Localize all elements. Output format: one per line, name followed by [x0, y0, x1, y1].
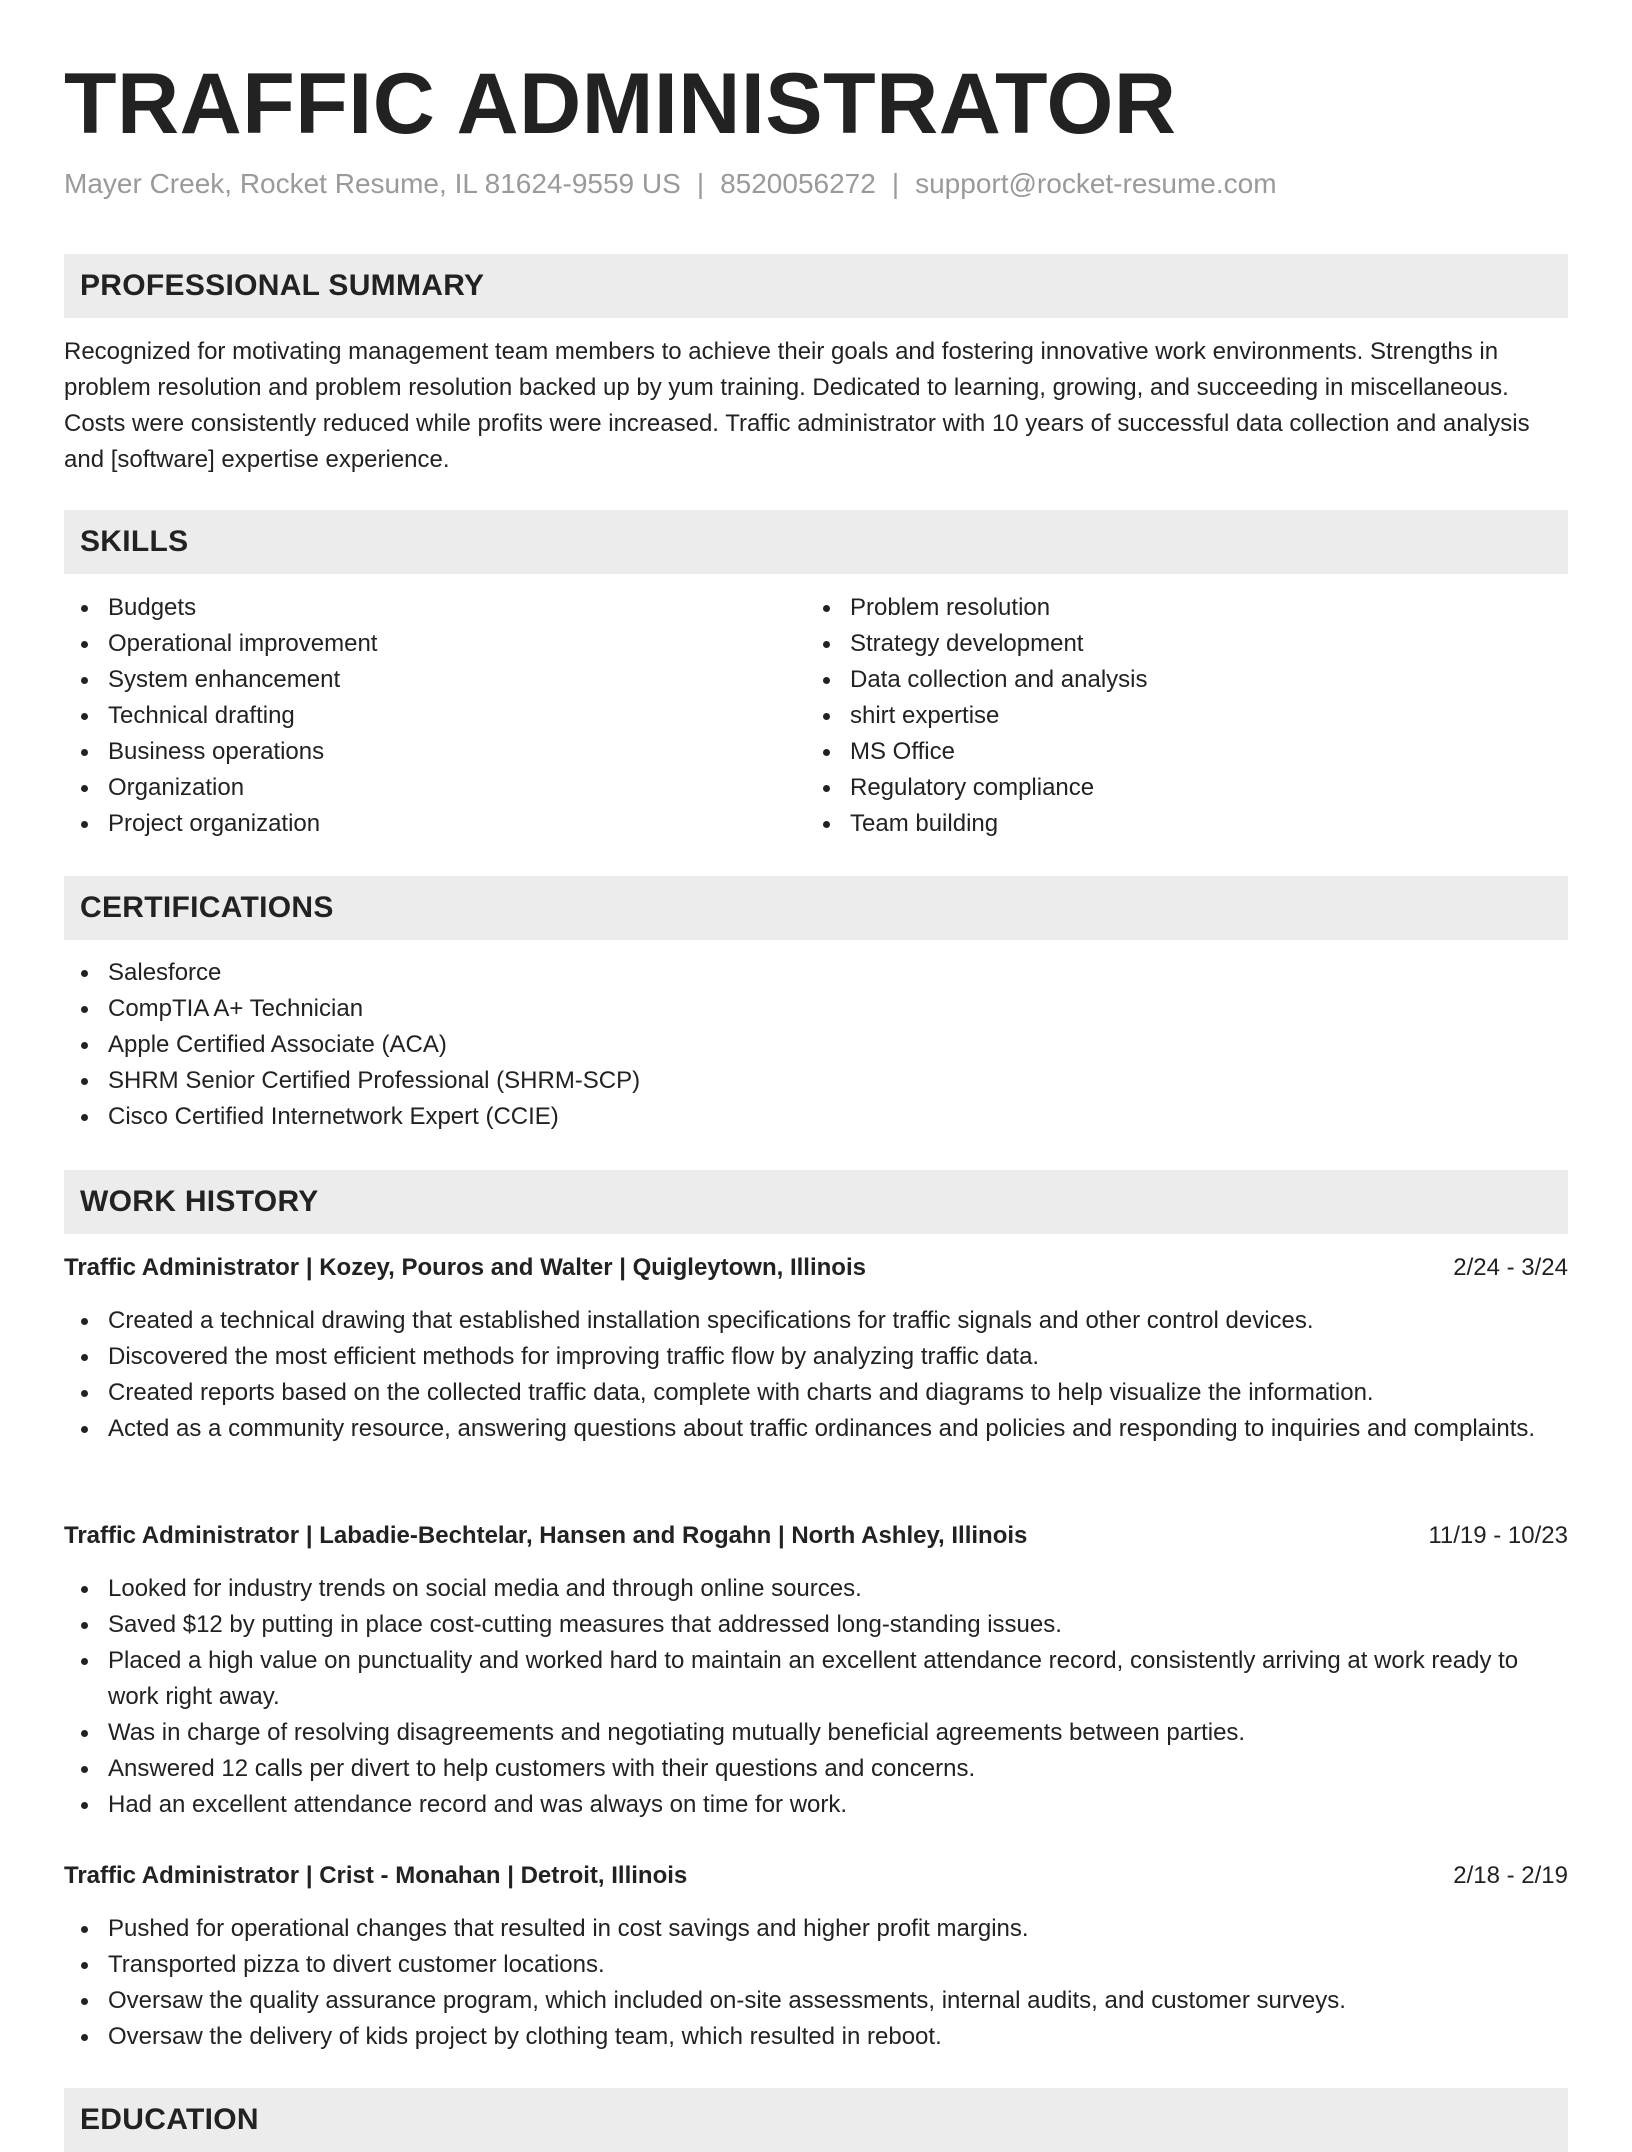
skills-list-right — [806, 590, 1506, 842]
job-bullet: Oversaw the quality assurance program, which included on-site assessments, internal audits, and customer surveys. — [64, 1983, 1568, 2019]
job-bullet: Placed a high value on punctuality and worked hard to maintain an excellent attendance record, consistently arriving at work ready to work right away. — [64, 1643, 1568, 1715]
job-bullet: Oversaw the delivery of kids project by clothing team, which resulted in reboot. — [64, 2019, 1568, 2055]
job-bullet-list — [64, 1571, 1568, 1823]
job-entry-header — [64, 1518, 1568, 1554]
contact-email: support@rocket-resume.com — [915, 168, 1277, 199]
skill-item: Regulatory compliance — [806, 770, 1506, 806]
skill-item: Business operations — [64, 734, 764, 770]
summary-heading: PROFESSIONAL SUMMARY — [80, 269, 485, 302]
contact-line — [64, 166, 1277, 202]
skill-item: Operational improvement — [64, 626, 764, 662]
job-bullet-list — [64, 1911, 1568, 2055]
job-bullet: Was in charge of resolving disagreements and negotiating mutually beneficial agreements between parties. — [64, 1715, 1568, 1751]
work-history-heading: WORK HISTORY — [80, 1185, 319, 1218]
skill-item: Problem resolution — [806, 590, 1506, 626]
certification-item: Apple Certified Associate (ACA) — [64, 1027, 1568, 1063]
job-entry-header — [64, 1858, 1568, 1894]
summary-text: Recognized for motivating management team members to achieve their goals and fostering innovative work environments. Strengths in problem resolution and problem resolution backed up by yum training. Dedicated to learning, growing, and succeeding in miscellaneous. Costs were consistently reduced while profits were increased. Traffic administrator with 10 years of successful data collection and analysis and [software] expertise experience. — [64, 338, 1530, 473]
skill-item: Data collection and analysis — [806, 662, 1506, 698]
skill-item: Strategy development — [806, 626, 1506, 662]
job-bullet: Looked for industry trends on social media and through online sources. — [64, 1571, 1568, 1607]
certification-item: Salesforce — [64, 955, 1568, 991]
job-dates: 11/19 - 10/23 — [1428, 1522, 1568, 1549]
skill-item: MS Office — [806, 734, 1506, 770]
job-bullet: Acted as a community resource, answering questions about traffic ordinances and policies and responding to inquiries and complaints. — [64, 1411, 1568, 1447]
skill-item: Project organization — [64, 806, 764, 842]
job-title: Traffic Administrator | Crist - Monahan | Detroit, Illinois — [64, 1862, 688, 1889]
skill-item: Technical drafting — [64, 698, 764, 734]
certifications-section-header — [64, 876, 1568, 940]
skill-item: Budgets — [64, 590, 764, 626]
job-bullet: Discovered the most efficient methods for improving traffic flow by analyzing traffic data. — [64, 1339, 1568, 1375]
skills-list-left — [64, 590, 764, 842]
certification-item: CompTIA A+ Technician — [64, 991, 1568, 1027]
job-bullet: Created reports based on the collected traffic data, complete with charts and diagrams to help visualize the information. — [64, 1375, 1568, 1411]
skill-item: System enhancement — [64, 662, 764, 698]
job-bullet: Saved $12 by putting in place cost-cutting measures that addressed long-standing issues. — [64, 1607, 1568, 1643]
job-title: Traffic Administrator | Labadie-Bechtelar, Hansen and Rogahn | North Ashley, Illinois — [64, 1522, 1028, 1549]
skills-heading: SKILLS — [80, 525, 189, 558]
job-bullet-list — [64, 1303, 1568, 1447]
job-bullet: Transported pizza to divert customer locations. — [64, 1947, 1568, 1983]
skill-item: shirt expertise — [806, 698, 1506, 734]
education-section-header — [64, 2088, 1568, 2152]
education-heading: EDUCATION — [80, 2103, 259, 2136]
job-bullet: Created a technical drawing that established installation specifications for traffic signals and other control devices. — [64, 1303, 1568, 1339]
summary-section-header — [64, 254, 1568, 318]
contact-separator: | — [696, 168, 705, 199]
certification-item: SHRM Senior Certified Professional (SHRM-SCP) — [64, 1063, 1568, 1099]
contact-address: Mayer Creek, Rocket Resume, IL 81624-9559 US — [64, 168, 681, 199]
certifications-list — [64, 955, 1568, 1135]
job-bullet: Had an excellent attendance record and was always on time for work. — [64, 1787, 1568, 1823]
skills-section-header — [64, 510, 1568, 574]
certification-item: Cisco Certified Internetwork Expert (CCIE) — [64, 1099, 1568, 1135]
candidate-name: TRAFFIC ADMINISTRATOR — [64, 56, 1177, 152]
job-bullet: Answered 12 calls per divert to help customers with their questions and concerns. — [64, 1751, 1568, 1787]
contact-phone: 8520056272 — [720, 168, 876, 199]
job-title: Traffic Administrator | Kozey, Pouros and Walter | Quigleytown, Illinois — [64, 1254, 866, 1281]
work-history-section-header — [64, 1170, 1568, 1234]
job-dates: 2/24 - 3/24 — [1453, 1254, 1568, 1281]
job-bullet: Pushed for operational changes that resulted in cost savings and higher profit margins. — [64, 1911, 1568, 1947]
contact-separator: | — [891, 168, 900, 199]
skill-item: Team building — [806, 806, 1506, 842]
skill-item: Organization — [64, 770, 764, 806]
certifications-heading: CERTIFICATIONS — [80, 891, 334, 924]
job-entry-header — [64, 1250, 1568, 1286]
job-dates: 2/18 - 2/19 — [1453, 1862, 1568, 1889]
